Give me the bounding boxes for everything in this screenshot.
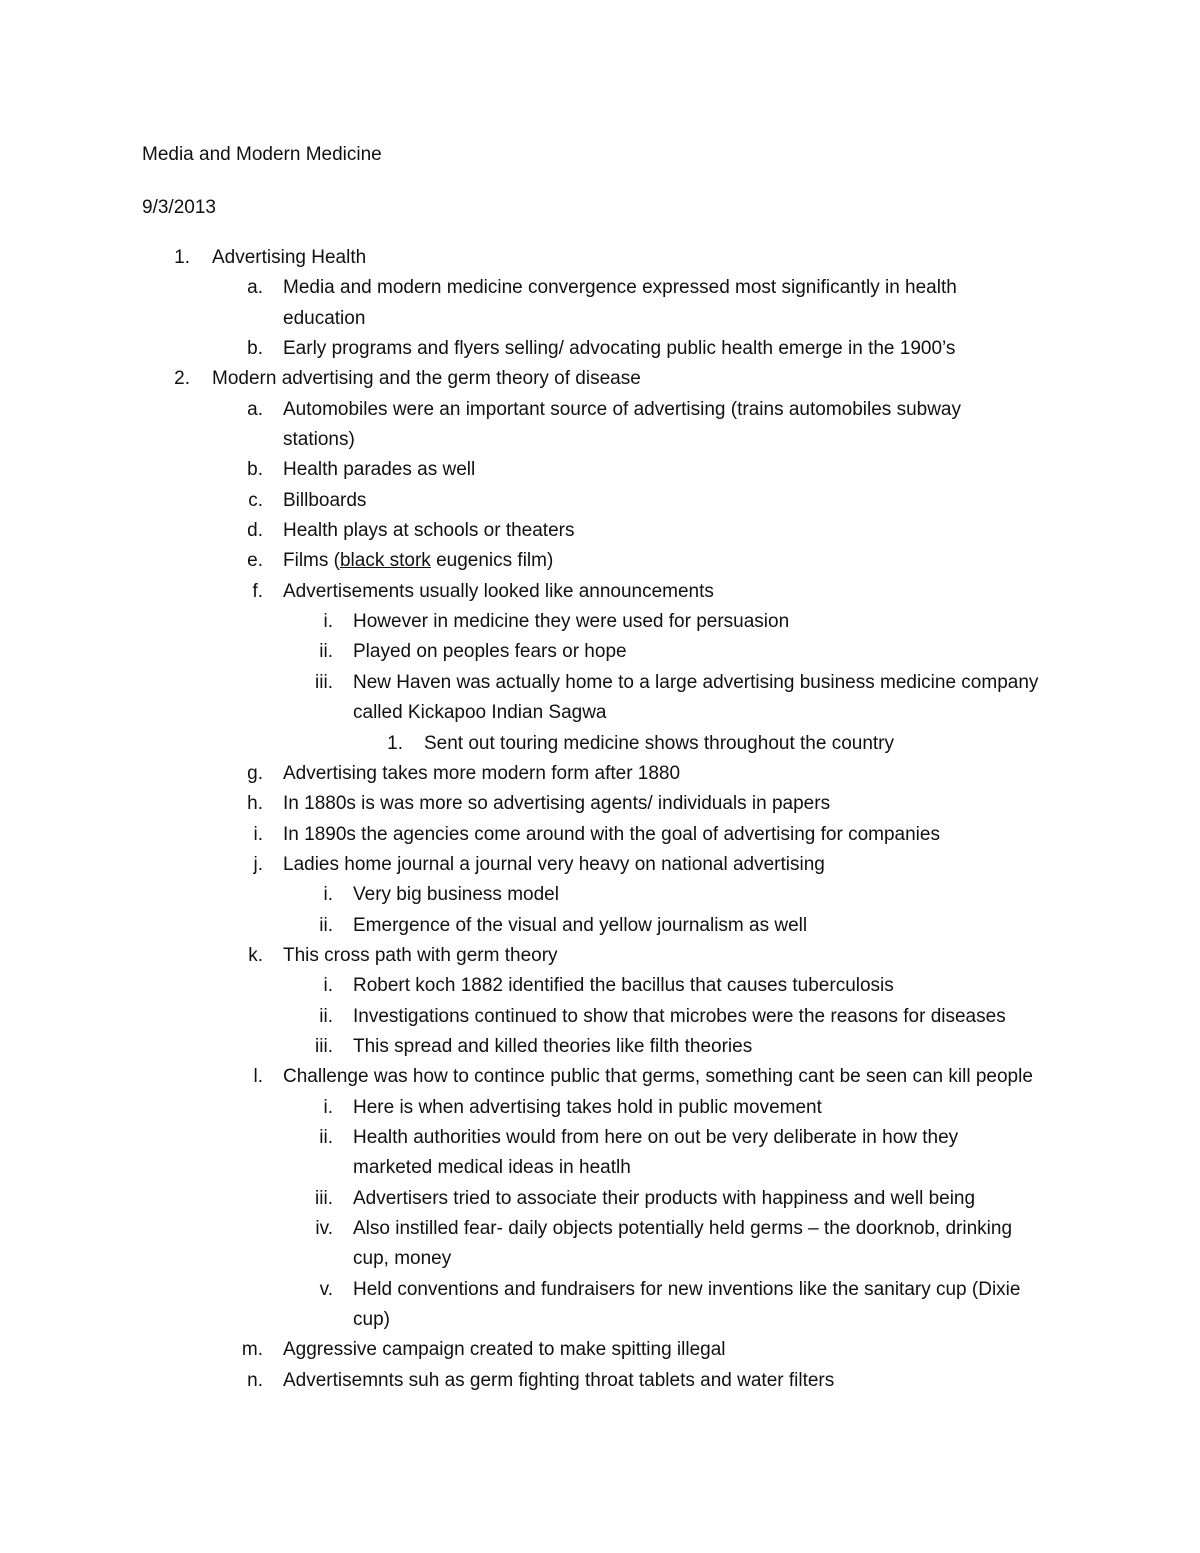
outline-item-level-3 bbox=[0, 701, 1200, 731]
list-marker: ii. bbox=[319, 1005, 333, 1027]
list-marker: 1. bbox=[387, 732, 403, 754]
list-marker: b. bbox=[247, 338, 263, 360]
list-item-text: Advertisements usually looked like announcements bbox=[283, 580, 714, 602]
outline-item-level-2 bbox=[0, 398, 1200, 428]
outline-item-level-3 bbox=[0, 671, 1200, 701]
outline-item-level-1 bbox=[0, 246, 1200, 276]
list-marker: n. bbox=[247, 1369, 263, 1391]
list-marker: a. bbox=[247, 398, 263, 420]
list-item-text: Early programs and flyers selling/ advocating public health emerge in the 1900’s bbox=[283, 338, 956, 360]
list-item-text: Investigations continued to show that microbes were the reasons for diseases bbox=[353, 1005, 1006, 1027]
document-date: 9/3/2013 bbox=[142, 197, 216, 218]
list-marker: iv. bbox=[315, 1218, 333, 1239]
outline-item-level-3 bbox=[0, 1247, 1200, 1277]
list-marker: i. bbox=[253, 823, 263, 845]
list-item-text: stations) bbox=[283, 429, 355, 451]
list-item-text: Aggressive campaign created to make spitting illegal bbox=[283, 1339, 726, 1361]
outline-list bbox=[0, 246, 1200, 1399]
list-marker: iii. bbox=[315, 671, 333, 693]
outline-item-level-2 bbox=[0, 428, 1200, 458]
list-item-text: Media and modern medicine convergence expressed most significantly in health bbox=[283, 277, 957, 299]
list-item-text: cup) bbox=[353, 1309, 390, 1331]
outline-item-level-3 bbox=[0, 1126, 1200, 1156]
list-item-text: Advertisemnts suh as germ fighting throat tablets and water filters bbox=[283, 1369, 835, 1391]
outline-item-level-3 bbox=[0, 1035, 1200, 1065]
document-title: Media and Modern Medicine bbox=[142, 144, 382, 165]
outline-item-level-1 bbox=[0, 367, 1200, 397]
outline-item-level-2 bbox=[0, 1369, 1200, 1399]
outline-item-level-3 bbox=[0, 640, 1200, 670]
underlined-film-title: black stork bbox=[339, 550, 431, 572]
list-marker: j. bbox=[253, 853, 263, 875]
outline-item-level-2 bbox=[0, 823, 1200, 853]
list-marker: a. bbox=[247, 277, 263, 299]
list-marker: i. bbox=[323, 611, 333, 633]
list-item-text: Advertisers tried to associate their products with happiness and well being bbox=[353, 1187, 976, 1209]
list-marker: 2. bbox=[174, 368, 190, 390]
list-item-text: This spread and killed theories like filth theories bbox=[353, 1035, 753, 1057]
list-item-text: This cross path with germ theory bbox=[283, 944, 558, 966]
list-marker: g. bbox=[247, 762, 263, 784]
list-item-text: In 1890s the agencies come around with the goal of advertising for companies bbox=[283, 823, 940, 845]
list-marker: d. bbox=[247, 520, 263, 542]
list-item-text: New Haven was actually home to a large advertising business medicine company bbox=[353, 671, 1039, 693]
list-item-text: Here is when advertising takes hold in public movement bbox=[353, 1096, 822, 1118]
list-marker: i. bbox=[323, 1096, 333, 1118]
list-item-text: Automobiles were an important source of advertising (trains automobiles subway bbox=[283, 398, 961, 420]
list-marker: k. bbox=[248, 944, 263, 966]
text-segment: Films ( bbox=[283, 550, 340, 572]
list-item-text: Emergence of the visual and yellow journalism as well bbox=[353, 914, 808, 936]
list-marker: iii. bbox=[315, 1035, 333, 1057]
outline-item-level-2 bbox=[0, 853, 1200, 883]
outline-item-level-2 bbox=[0, 792, 1200, 822]
outline-item-level-2 bbox=[0, 1338, 1200, 1368]
outline-item-level-2 bbox=[0, 580, 1200, 610]
list-marker: e. bbox=[247, 550, 263, 572]
outline-item-level-3 bbox=[0, 974, 1200, 1004]
outline-item-level-2 bbox=[0, 1065, 1200, 1095]
list-marker: h. bbox=[247, 793, 263, 815]
list-item-text: Health authorities would from here on out be very deliberate in how they bbox=[353, 1126, 959, 1148]
list-item-text: education bbox=[283, 307, 366, 329]
text-segment: eugenics film) bbox=[430, 550, 554, 572]
outline-item-level-2 bbox=[0, 762, 1200, 792]
outline-item-level-3 bbox=[0, 1278, 1200, 1308]
outline-item-level-2 bbox=[0, 549, 1200, 579]
outline-item-level-2 bbox=[0, 307, 1200, 337]
list-marker: 1. bbox=[174, 247, 190, 268]
list-item-text: Modern advertising and the germ theory of disease bbox=[212, 368, 641, 390]
list-item-text bbox=[283, 549, 553, 573]
outline-item-level-2 bbox=[0, 489, 1200, 519]
list-item-text: Sent out touring medicine shows throughout the country bbox=[424, 732, 895, 754]
outline-item-level-3 bbox=[0, 610, 1200, 640]
outline-item-level-3 bbox=[0, 883, 1200, 913]
list-marker: ii. bbox=[319, 641, 333, 663]
list-item-text: Health parades as well bbox=[283, 459, 476, 481]
list-marker: m. bbox=[241, 1339, 263, 1361]
list-marker: i. bbox=[323, 884, 333, 906]
list-item-text: called Kickapoo Indian Sagwa bbox=[353, 702, 607, 724]
list-marker: b. bbox=[247, 459, 263, 481]
list-marker: iii. bbox=[315, 1187, 333, 1209]
list-item-text: Very big business model bbox=[353, 884, 559, 906]
list-marker: i. bbox=[323, 975, 333, 997]
list-item-text: cup, money bbox=[353, 1248, 452, 1270]
list-marker: l. bbox=[253, 1066, 263, 1088]
list-marker: f. bbox=[252, 580, 263, 602]
outline-item-level-3 bbox=[0, 914, 1200, 944]
list-item-text: Played on peoples fears or hope bbox=[353, 641, 627, 663]
list-item-text: Advertising takes more modern form after 1880 bbox=[283, 762, 681, 784]
list-item-text: Health plays at schools or theaters bbox=[283, 520, 575, 542]
outline-item-level-3 bbox=[0, 1005, 1200, 1035]
outline-item-level-2 bbox=[0, 519, 1200, 549]
outline-item-level-3 bbox=[0, 1308, 1200, 1338]
list-marker: ii. bbox=[319, 914, 333, 936]
outline-item-level-3 bbox=[0, 1156, 1200, 1186]
list-item-text: Ladies home journal a journal very heavy on national advertising bbox=[283, 853, 825, 875]
list-marker: c. bbox=[248, 489, 263, 511]
list-item-text: Billboards bbox=[283, 489, 367, 511]
list-item-text: marketed medical ideas in heatlh bbox=[353, 1157, 631, 1179]
list-item-text: In 1880s is was more so advertising agents/ individuals in papers bbox=[283, 793, 831, 815]
outline-item-level-2 bbox=[0, 337, 1200, 367]
outline-item-level-2 bbox=[0, 944, 1200, 974]
list-item-text: Challenge was how to contince public that germs, something cant be seen can kill people bbox=[283, 1066, 1033, 1088]
list-item-text: However in medicine they were used for persuasion bbox=[353, 611, 790, 633]
list-item-text: Robert koch 1882 identified the bacillus that causes tuberculosis bbox=[353, 975, 894, 997]
list-item-text: Advertising Health bbox=[212, 247, 367, 268]
list-marker: v. bbox=[319, 1278, 333, 1300]
list-item-text: Also instilled fear- daily objects potentially held germs – the doorknob, drinking bbox=[353, 1218, 1013, 1239]
list-item-text: Held conventions and fundraisers for new inventions like the sanitary cup (Dixie bbox=[353, 1278, 1021, 1300]
outline-item-level-3 bbox=[0, 1217, 1200, 1247]
outline-item-level-2 bbox=[0, 458, 1200, 488]
list-marker: ii. bbox=[319, 1126, 333, 1148]
outline-item-level-2 bbox=[0, 276, 1200, 306]
outline-item-level-3 bbox=[0, 1187, 1200, 1217]
outline-item-level-4 bbox=[0, 732, 1200, 762]
outline-item-level-3 bbox=[0, 1096, 1200, 1126]
